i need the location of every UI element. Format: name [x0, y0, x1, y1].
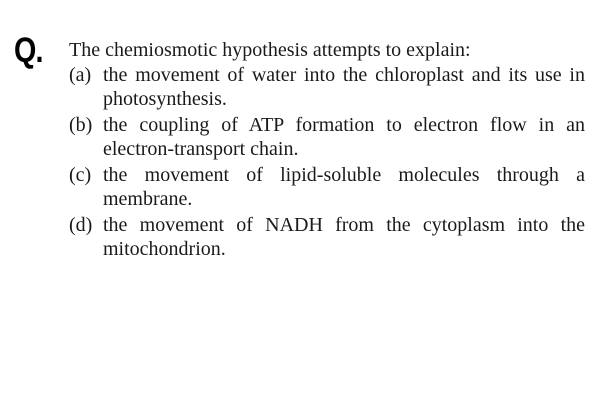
- question-stem: The chemiosmotic hypothesis attempts to explain:: [69, 39, 471, 61]
- option-b[interactable]: [69, 113, 585, 161]
- option-c-letter: (c): [69, 164, 92, 186]
- question-block: [69, 38, 585, 263]
- option-d[interactable]: [69, 213, 585, 261]
- option-a-letter: (a): [69, 64, 92, 86]
- option-b-text: the coupling of ATP formation to electron flow in an electron-transport chain.: [103, 114, 585, 160]
- option-a-text: the movement of water into the chloroplast and its use in photosynthesis.: [103, 64, 585, 110]
- option-d-letter: (d): [69, 214, 93, 236]
- option-c-text: the movement of lipid-soluble molecules through a membrane.: [103, 164, 585, 210]
- question-marker: Q.: [14, 31, 43, 70]
- option-c[interactable]: [69, 163, 585, 211]
- option-d-text: the movement of NADH from the cytoplasm into the mitochondrion.: [103, 214, 585, 260]
- option-b-letter: (b): [69, 114, 93, 136]
- option-a[interactable]: [69, 63, 585, 111]
